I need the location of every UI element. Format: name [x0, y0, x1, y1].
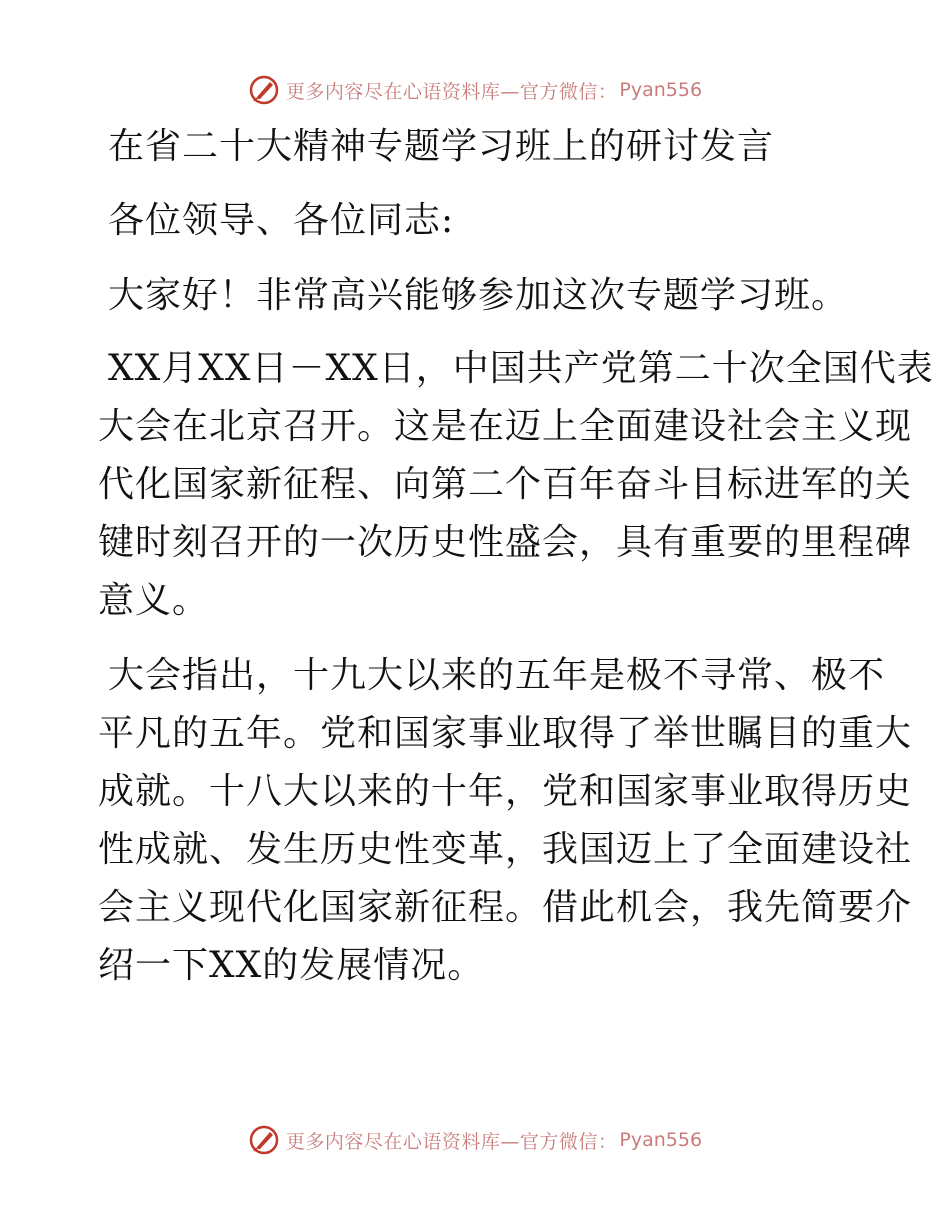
watermark-text: 更多内容尽在心语资料库—官方微信： — [285, 1130, 618, 1153]
header-watermark — [0, 70, 950, 110]
greeting: 各位领导、各位同志: — [108, 200, 455, 241]
paragraph-line: 平凡的五年。党和国家事业取得了举世瞩目的重大 — [98, 713, 913, 754]
quill-pen-in-circle-icon — [248, 1124, 280, 1156]
watermark-wechat-id: Pyan556 — [619, 1129, 703, 1151]
quill-pen-in-circle-icon — [248, 74, 280, 106]
footer-watermark — [0, 1120, 950, 1160]
paragraph-line: 大会指出，十九大以来的五年是极不寻常、极不 — [108, 655, 886, 696]
watermark-text: 更多内容尽在心语资料库—官方微信： — [285, 80, 618, 103]
intro-line: 大家好！非常高兴能够参加这次专题学习班。 — [108, 275, 849, 316]
paragraph-line: 代化国家新征程、向第二个百年奋斗目标进军的关 — [98, 464, 913, 505]
paragraph-line: 键时刻召开的一次历史性盛会，具有重要的里程碑 — [98, 522, 913, 563]
paragraph-line: 成就。十八大以来的十年，党和国家事业取得历史 — [98, 771, 913, 812]
paragraph-line: 大会在北京召开。这是在迈上全面建设社会主义现 — [98, 406, 913, 447]
paragraph-line: 意义。 — [98, 580, 210, 621]
paragraph-line: 会主义现代化国家新征程。借此机会，我先简要介 — [98, 887, 913, 928]
paragraph-line: XX月XX日－XX日，中国共产党第二十次全国代表 — [108, 348, 934, 389]
document-title: 在省二十大精神专题学习班上的研讨发言 — [108, 126, 775, 167]
paragraph-line: 绍一下XX的发展情况。 — [98, 945, 485, 986]
watermark-wechat-id: Pyan556 — [619, 79, 703, 101]
paragraph-line: 性成就、发生历史性变革，我国迈上了全面建设社 — [98, 829, 913, 870]
